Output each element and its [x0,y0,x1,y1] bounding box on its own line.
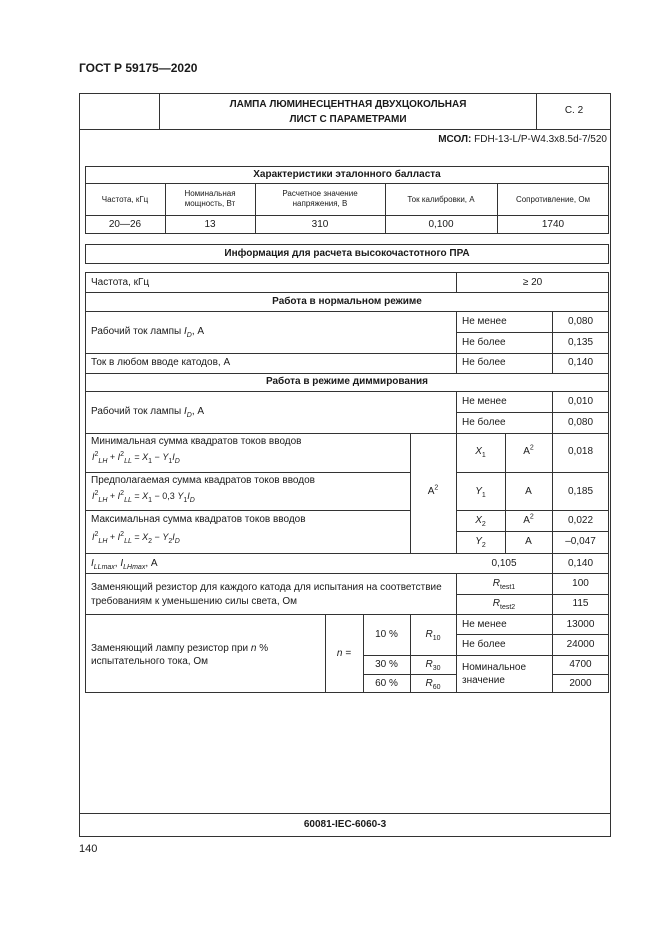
pct-60: 60 % [375,678,398,689]
sum-min-formula: $I^2_{LH} + I^2_{LL} = X_1 - Y_1I_D$ [92,451,180,465]
sum-min-label: Минимальная сумма квадратов токов вводов [91,436,302,447]
n-equals: n = [336,648,352,659]
rtest1-symbol: $R_{test1}$ [492,578,516,591]
cathode-not-more-label: Не более [462,357,506,368]
divider [85,292,609,293]
divider [552,674,609,675]
label-unit: , А [191,406,205,417]
r60-symbol: $R_{60}$ [425,678,441,691]
mcol-label: МСОЛ: [438,134,472,145]
frequency-value: ≥ 20 [522,277,543,288]
divider [85,373,609,374]
r10-symbol: $R_{10}$ [425,629,441,642]
divider [363,655,609,656]
divider [85,215,609,216]
divider [85,510,410,511]
y1-value: 0,185 [567,486,594,497]
normal-not-less-label: Не менее [462,316,507,327]
resistor-cathode-label-1: Заменяющий резистор для каждого катода для испытания на соответствие [91,582,442,593]
resistor-cathode-label-2: требованиям к уменьшению силы света, Ом [91,596,298,607]
divider [85,472,410,473]
divider [85,573,609,574]
ballast-col-current: Ток калибровки, А [407,195,475,204]
x2-symbol: $X_2$ [475,515,486,528]
sum-target-label: Предполагаемая сумма квадратов токов вводов [91,475,315,486]
resistor-lamp-label-2: испытательного тока, Ом [91,656,208,667]
rtest2-symbol: $R_{test2}$ [492,598,516,611]
x2-value: 0,022 [567,515,594,526]
ballast-power-value: 13 [204,219,216,230]
normal-min-value: 0,080 [567,316,594,327]
y2-value: –0,047 [565,536,596,547]
pct-10: 10 % [375,629,398,640]
divider [456,311,457,373]
sum-unit-a2: $А^2$ [427,484,439,497]
page-number: 140 [79,843,98,855]
divider [456,472,609,473]
cathode-current-label: Ток в любом вводе катодов, А [91,357,231,368]
rtest2-value: 115 [572,598,589,609]
mcol-value: FDH-13-L/P-W4.3x8.5d-7/520 [474,134,607,145]
dim-work-current-label: Рабочий ток лампы $I_D$, А [91,406,205,419]
dim-not-less-label: Не менее [462,396,507,407]
rtest1-value: 100 [572,578,589,589]
standard-header: ГОСТ Р 59175—2020 [79,61,198,75]
y2-symbol: $Y_2$ [475,536,486,549]
unit-text: А [523,515,530,526]
nominal-label-1: Номинальное [462,662,527,673]
ballast-col-voltage: Расчетное значение напряжения, В [282,189,358,208]
unit-text: А [523,446,530,457]
r10-min-value: 13000 [566,619,595,630]
ballast-col-frequency: Частота, кГц [101,195,149,204]
ballast-frequency-value: 20—26 [108,219,142,230]
mcol-line [438,134,607,146]
divider [85,433,609,434]
nominal-label-2: значение [462,675,505,686]
normal-not-more-label: Не более [462,337,506,348]
normal-work-current-label: Рабочий ток лампы $I_D$, А [91,326,205,339]
r10-max-value: 24000 [566,639,595,650]
dim-max-value: 0,080 [567,417,594,428]
hf-title: Информация для расчета высокочастотного ПРА [224,248,470,259]
sum-target-formula: $I^2_{LH} + I^2_{LL} = X_1 - 0,3$ $Y_1I_D$ [92,490,195,504]
divider [456,391,457,553]
x1-unit: $А^2$ [523,444,534,457]
label-text: Рабочий ток лампы [91,326,184,337]
divider [456,614,457,693]
y1-unit: А [525,486,532,497]
pct-30: 30 % [375,659,398,670]
lh-max-value: 0,140 [567,558,594,569]
divider [456,531,609,532]
normal-max-value: 0,135 [567,337,594,348]
title-line-1: ЛАМПА ЛЮМИНЕСЦЕНТНАЯ ДВУХЦОКОЛЬНАЯ [229,99,467,110]
divider [456,412,609,413]
sheet-page-label: С. 2 [564,105,584,116]
label-unit: , А [191,326,205,337]
y1-symbol: $Y_1$ [475,486,486,499]
label-text: Заменяющий лампу резистор при [91,643,249,654]
sum-max-label: Максимальная сумма квадратов токов вводов [91,514,306,525]
divider [456,594,609,595]
ballast-title: Характеристики эталонного балласта [253,169,441,180]
divider [85,614,609,615]
x1-symbol: $X_1$ [475,446,486,459]
ballast-current-value: 0,100 [428,219,454,230]
resistor-lamp-label-1: Заменяющий лампу резистор при n % [91,643,269,654]
divider [456,332,609,333]
r60-value: 2000 [569,678,592,689]
footer-code: 60081-IEC-6060-3 [303,819,387,830]
dim-min-value: 0,010 [567,396,594,407]
divider [79,129,611,130]
ballast-col-resistance: Сопротивление, Ом [515,195,591,204]
cathode-current-max: 0,140 [567,357,594,368]
label-text: Рабочий ток лампы [91,406,184,417]
x2-unit: $А^2$ [523,513,534,526]
r30-symbol: $R_{30}$ [425,659,441,672]
r10-not-less-label: Не менее [462,619,507,630]
normal-mode-title: Работа в нормальном режиме [272,296,422,307]
divider [85,391,609,392]
ll-max-value: 0,105 [491,558,517,569]
divider [79,813,611,814]
ll-lh-label: $I_{LLmax}$, $I_{LHmax}$, А [91,558,158,571]
unit-text: А [427,486,435,497]
ballast-resistance-value: 1740 [541,219,565,230]
dim-not-more-label: Не более [462,417,506,428]
divider [85,311,609,312]
title-line-2: ЛИСТ С ПАРАМЕТРАМИ [289,114,407,125]
frequency-label: Частота, кГц [91,277,150,288]
ballast-col-power: Номинальная мощность, Вт [184,189,236,208]
divider [85,353,609,354]
y2-unit: А [525,536,532,547]
dimming-mode-title: Работа в режиме диммирования [265,376,429,387]
divider [85,183,609,184]
x1-value: 0,018 [567,446,594,457]
r30-value: 4700 [569,659,592,670]
divider [456,510,609,511]
sum-max-formula: $I^2_{LH} + I^2_{LL} = X_2 - Y_2I_D$ [92,531,180,545]
r10-not-more-label: Не более [462,639,506,650]
ballast-voltage-value: 310 [311,219,329,230]
divider [456,634,609,635]
divider [85,553,609,554]
